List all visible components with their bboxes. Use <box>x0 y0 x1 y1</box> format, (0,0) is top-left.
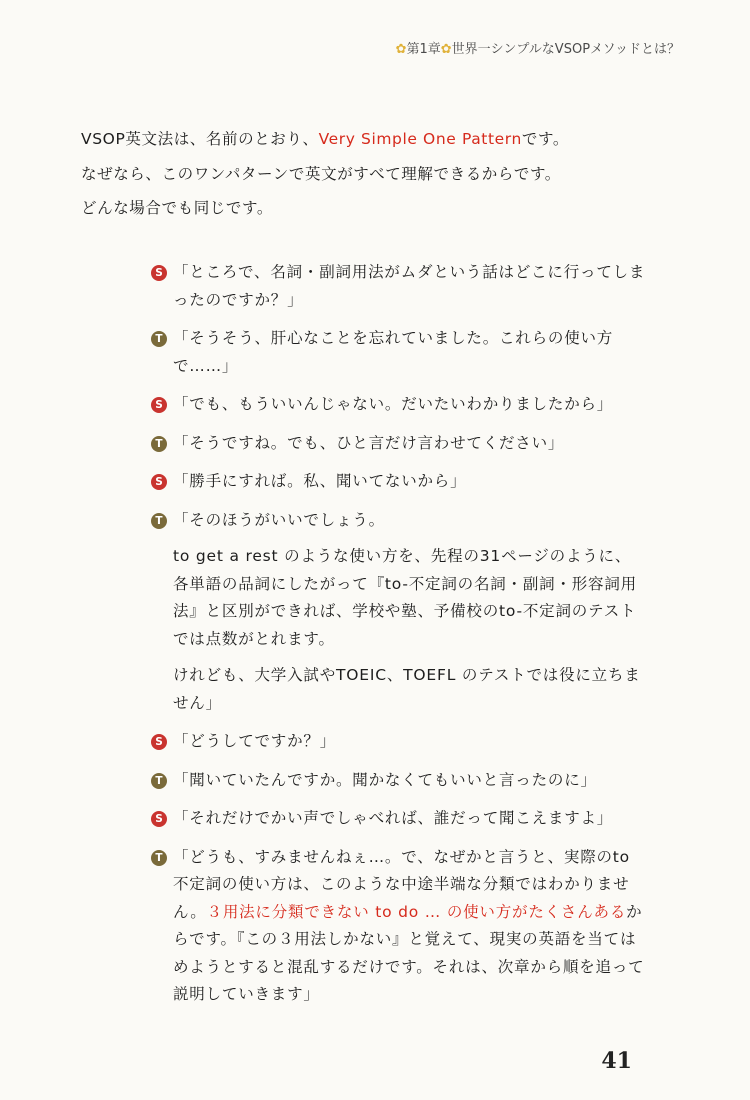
dialogue-line <box>151 325 646 380</box>
running-header <box>396 38 680 57</box>
dialogue-text: 「そうですね。でも、ひと言だけ言わせてください」 <box>173 433 565 452</box>
intro-line: どんな場合でも同じです。 <box>81 199 273 217</box>
dialogue-text: 「ところで、名詞・副詞用法がムダという話はどこに行ってしまったのですか？」 <box>173 263 646 309</box>
intro-line: なぜなら、このワンパターンで英文がすべて理解できるからです。 <box>81 164 561 183</box>
dialogue-text: けれども、大学入試やTOEIC、TOEFL のテストでは役に立ちません」 <box>173 666 641 712</box>
speaker-s-icon: S <box>151 397 167 413</box>
chapter-title: 世界一シンプルなVSOPメソッドとは？ <box>451 42 680 57</box>
flower-icon: ✿ <box>440 42 452 57</box>
dialogue-line <box>151 259 646 314</box>
dialogue-line <box>151 844 646 1009</box>
dialogue-line <box>151 767 646 795</box>
dialogue-text: 「でも、もういいんじゃない。だいたいわかりましたから」 <box>173 395 614 413</box>
dialogue-text: 「聞いていたんですか。聞かなくてもいいと言ったのに」 <box>173 770 597 789</box>
dialogue <box>151 259 646 1020</box>
dialogue-text: 「どうも、すみませんねぇ…。で、なぜかと言うと、実際のto不定詞の使い方は、このような中途半端な分類ではわかりません。３用法に分類できない to do … の使い方がたくさんあるからです。『この３用法しかない』と覚えて、現実の英語を当てはめようとすると混乱するだけです。それは、次章から順を追って説明していきます」 <box>173 847 645 1003</box>
speaker-t-icon: T <box>151 773 167 789</box>
dialogue-line <box>151 805 646 833</box>
dialogue-text: 「どうしてですか？」 <box>173 732 337 750</box>
speaker-t-icon: T <box>151 513 167 529</box>
dialogue-line <box>151 430 646 458</box>
speaker-t-icon: T <box>151 850 167 866</box>
page-number: 41 <box>601 1048 632 1074</box>
dialogue-line <box>151 468 646 496</box>
speaker-s-icon: S <box>151 811 167 827</box>
dialogue-line <box>151 507 646 718</box>
highlight-text: ３用法に分類できない to do … の使い方がたくさんある <box>206 902 627 921</box>
dialogue-line <box>151 728 646 756</box>
dialogue-text: to get a rest のような使い方を、先程の31ページのように、各単語の品詞にしたがって『to-不定詞の名詞・副詞・形容詞用法』と区別ができれば、学校や塾、予備校のto-不定詞のテストでは点数がとれます。 <box>173 547 637 648</box>
speaker-s-icon: S <box>151 734 167 750</box>
dialogue-line <box>151 391 646 419</box>
speaker-s-icon: S <box>151 474 167 490</box>
dialogue-text: 「そうそう、肝心なことを忘れていました。これらの使い方で……」 <box>173 329 614 375</box>
intro-paragraph <box>81 122 681 226</box>
speaker-t-icon: T <box>151 331 167 347</box>
intro-line: VSOP英文法は、名前のとおり、Very Simple One Patternです。 <box>81 130 569 148</box>
dialogue-text: 「それだけでかい声でしゃべれば、誰だって聞こえますよ」 <box>173 809 614 827</box>
speaker-s-icon: S <box>151 265 167 281</box>
speaker-t-icon: T <box>151 436 167 452</box>
flower-icon: ✿ <box>395 42 407 57</box>
highlight-text: Very Simple One Pattern <box>318 130 522 148</box>
dialogue-text: 「勝手にすれば。私、聞いてないから」 <box>173 472 467 490</box>
dialogue-text: 「そのほうがいいでしょう。 <box>173 510 385 529</box>
chapter-label: 第1章 <box>406 42 441 57</box>
